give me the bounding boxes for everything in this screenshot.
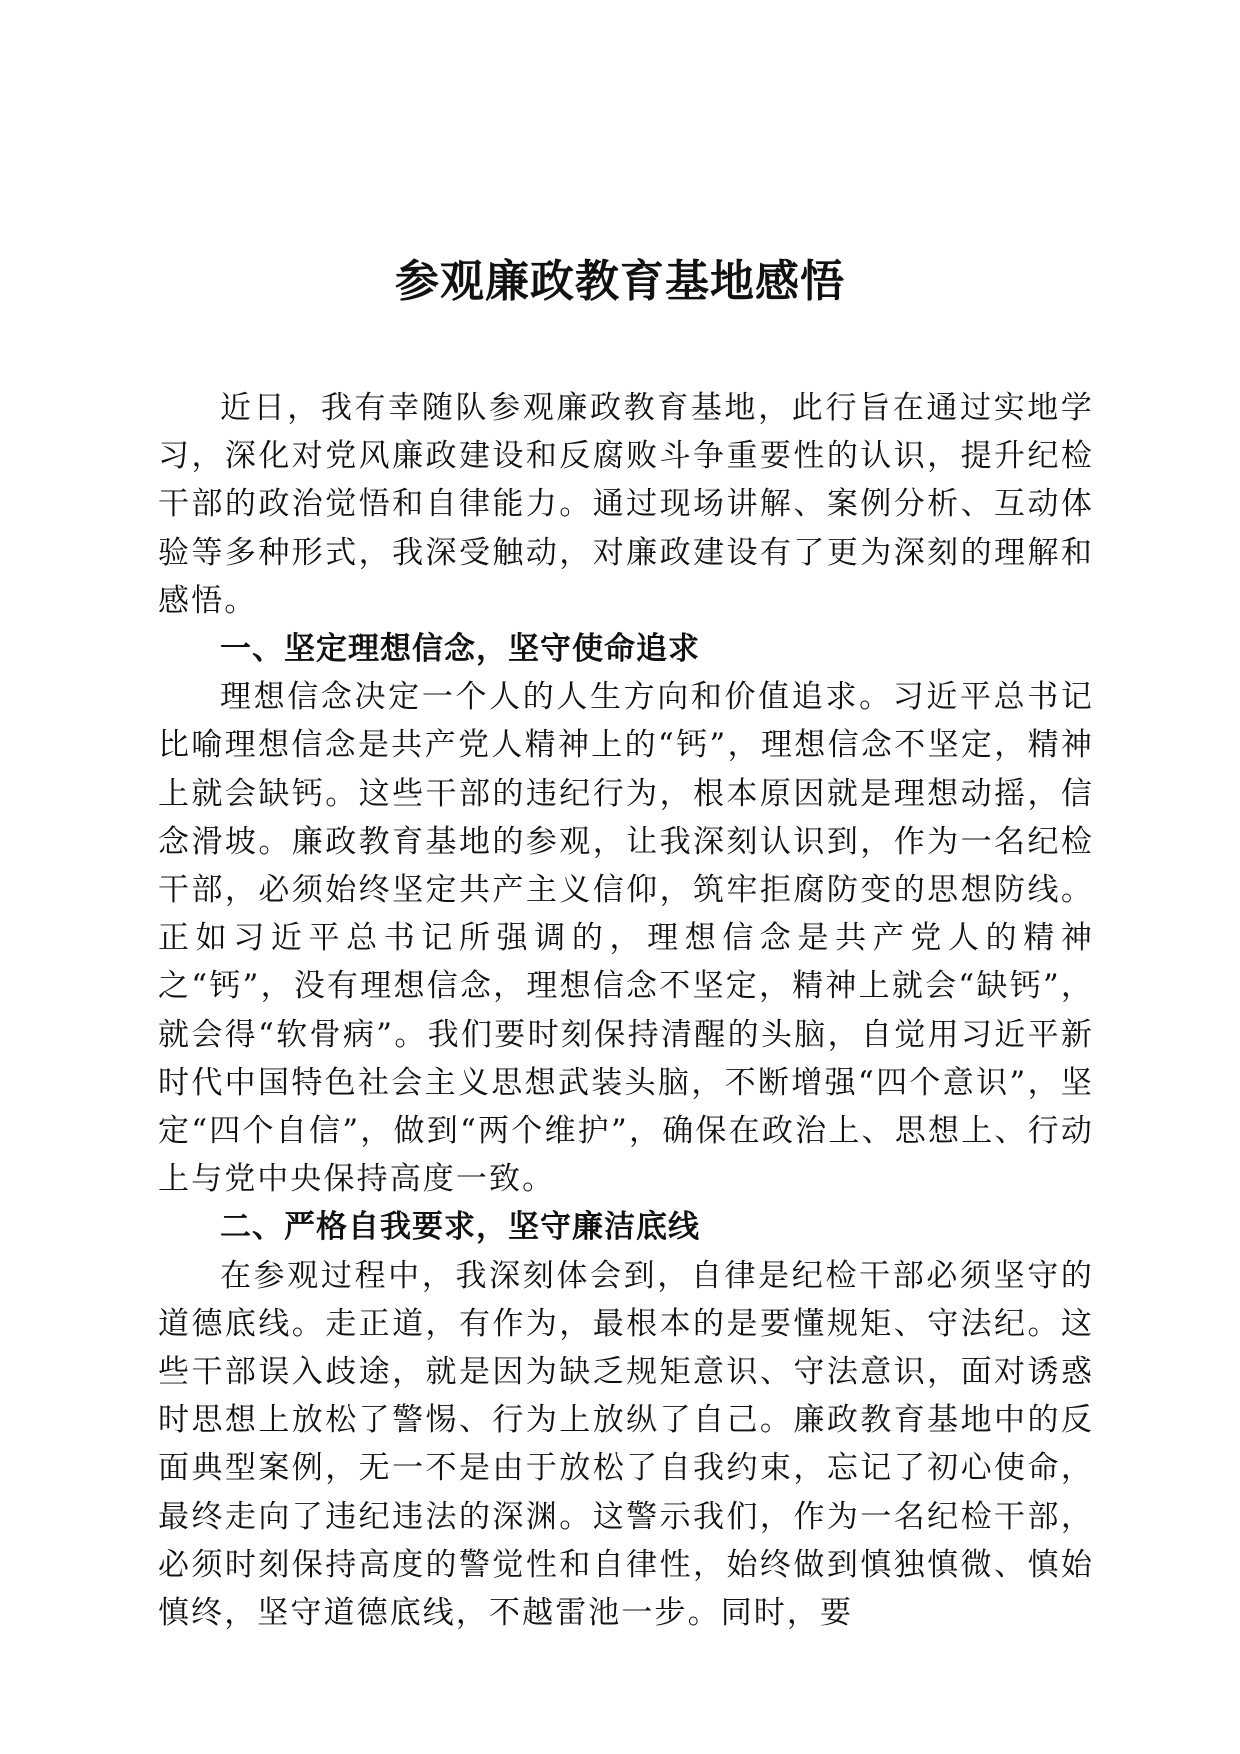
page-title: 参观廉政教育基地感悟 <box>395 256 845 307</box>
intro-paragraph: 近日，我有幸随队参观廉政教育基地，此行旨在通过实地学习，深化对党风廉政建设和反腐败斗争重要性的认识，提升纪检干部的政治觉悟和自律能力。通过现场讲解、案例分析、互动体验等多种形式，我深受触动，对廉政建设有了更为深刻的理解和感悟。 <box>158 390 1094 619</box>
section-heading-2: 二、严格自我要求，坚守廉洁底线 <box>220 1209 700 1246</box>
section-heading-1: 一、坚定理想信念，坚守使命追求 <box>220 631 700 668</box>
section-1-paragraph: 理想信念决定一个人的人生方向和价值追求。习近平总书记比喻理想信念是共产党人精神上的“钙”，理想信念不坚定，精神上就会缺钙。这些干部的违纪行为，根本原因就是理想动摇，信念滑坡。廉政教育基地的参观，让我深刻认识到，作为一名纪检干部，必须始终坚定共产主义信仰，筑牢拒腐防变的思想防线。正如习近平总书记所强调的，理想信念是共产党人的精神之“钙”，没有理想信念，理想信念不坚定，精神上就会“缺钙”，就会得“软骨病”。我们要时刻保持清醒的头脑，自觉用习近平新时代中国特色社会主义思想武装头脑，不断增强“四个意识”，坚定“四个自信”，做到“两个维护”，确保在政治上、思想上、行动上与党中央保持高度一致。 <box>158 679 1094 1198</box>
section-2-paragraph: 在参观过程中，我深刻体会到，自律是纪检干部必须坚守的道德底线。走正道，有作为，最根本的是要懂规矩、守法纪。这些干部误入歧途，就是因为缺乏规矩意识、守法意识，面对诱惑时思想上放松了警惕、行为上放纵了自己。廉政教育基地中的反面典型案例，无一不是由于放松了自我约束，忘记了初心使命，最终走向了违纪违法的深渊。这警示我们，作为一名纪检干部，必须时刻保持高度的警觉性和自律性，始终做到慎独慎微、慎始慎终，坚守道德底线，不越雷池一步。同时，要 <box>158 1257 1094 1632</box>
document-body <box>158 384 1094 1637</box>
